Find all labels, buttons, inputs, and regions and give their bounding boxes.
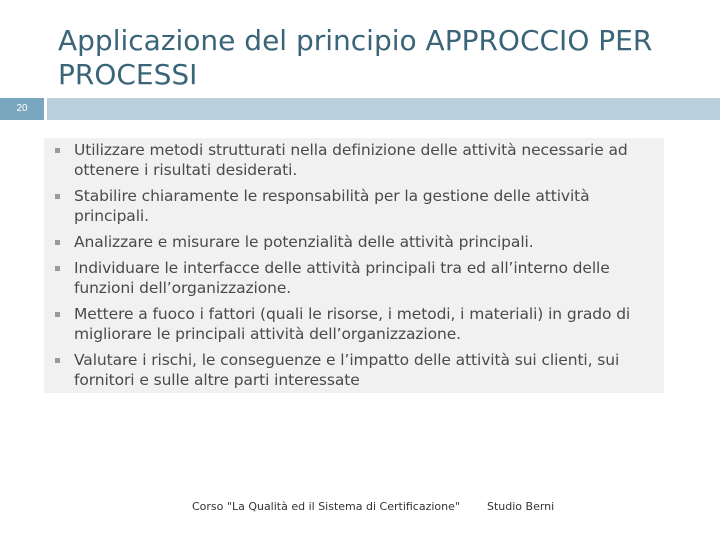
- square-bullet-icon: [55, 240, 60, 245]
- list-item-text: Mettere a fuoco i fattori (quali le risorse, i metodi, i materiali) in grado di migliorare le principali attività dell’organizzazione.: [74, 305, 631, 343]
- list-item: [44, 186, 664, 226]
- list-item: [44, 350, 664, 390]
- list-item: [44, 232, 664, 252]
- slide-title: Applicazione del principio APPROCCIO PER PROCESSI: [58, 24, 653, 91]
- square-bullet-icon: [55, 312, 60, 317]
- slide-number: 20: [0, 98, 44, 120]
- list-item-text: Valutare i rischi, le conseguenze e l’impatto delle attività sui clienti, sui fornitori e sulle altre parti interessate: [74, 351, 620, 389]
- title-divider-bar: [47, 98, 720, 120]
- footer-course: Corso "La Qualità ed il Sistema di Certificazione": [192, 500, 460, 513]
- list-item-text: Utilizzare metodi strutturati nella definizione delle attività necessarie ad ottenere i risultati desiderati.: [74, 141, 628, 179]
- list-item: [44, 140, 664, 180]
- list-item-text: Individuare le interfacce delle attività principali tra ed all’interno delle funzioni dell’organizzazione.: [74, 259, 610, 297]
- list-item-text: Analizzare e misurare le potenzialità delle attività principali.: [74, 233, 534, 251]
- footer-studio: Studio Berni: [487, 500, 555, 513]
- list-item-text: Stabilire chiaramente le responsabilità per la gestione delle attività principali.: [74, 187, 590, 225]
- square-bullet-icon: [55, 266, 60, 271]
- bullet-panel: [44, 138, 664, 393]
- bullet-list: [44, 138, 664, 390]
- list-item: [44, 258, 664, 298]
- square-bullet-icon: [55, 358, 60, 363]
- square-bullet-icon: [55, 148, 60, 153]
- square-bullet-icon: [55, 194, 60, 199]
- list-item: [44, 304, 664, 344]
